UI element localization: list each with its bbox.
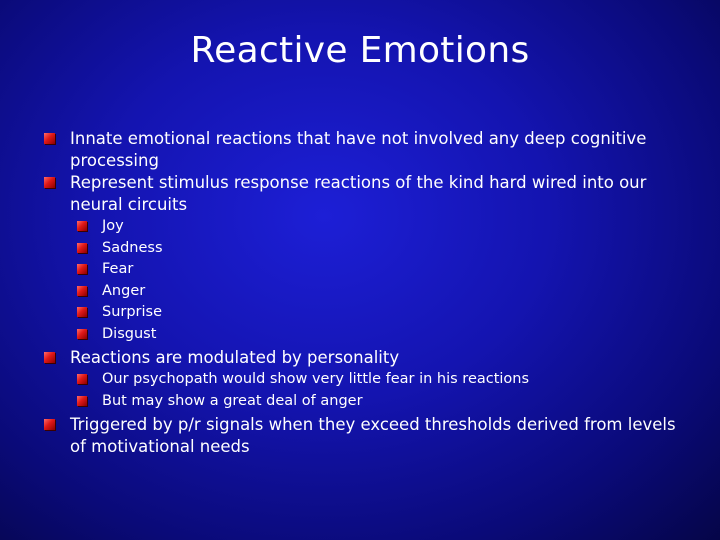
square-bullet-icon: [44, 133, 55, 144]
square-bullet-icon: [44, 419, 55, 430]
sub-bullet-item: [44, 391, 684, 413]
square-bullet-icon: [77, 374, 87, 384]
bullet-item: [44, 128, 684, 172]
square-bullet-icon: [77, 264, 87, 274]
slide-title: Reactive Emotions: [190, 30, 530, 71]
bullet-text: Represent stimulus response reactions of the kind hard wired into our neural circuits: [70, 173, 647, 214]
sub-bullet-item: [44, 238, 684, 260]
sub-bullet-item: [44, 302, 684, 324]
sub-bullet-text: Fear: [102, 261, 134, 277]
sub-bullet-text: Our psychopath would show very little fear in his reactions: [102, 371, 530, 387]
bullet-item: [44, 347, 684, 369]
bullet-item: [44, 414, 684, 458]
square-bullet-icon: [44, 352, 55, 363]
sub-bullet-item: [44, 259, 684, 281]
bullet-text: Reactions are modulated by personality: [70, 348, 400, 367]
sub-bullet-text: Disgust: [102, 325, 157, 342]
sub-bullet-text: Anger: [102, 282, 146, 299]
sub-bullet-item: [44, 324, 684, 346]
sub-bullet-text: Joy: [102, 218, 124, 234]
square-bullet-icon: [77, 243, 87, 253]
sub-bullet-text: But may show a great deal of anger: [102, 392, 363, 409]
sub-bullet-item: [44, 216, 684, 238]
bullet-text: Triggered by p/r signals when they exceed thresholds derived from levels of motivational needs: [70, 415, 676, 456]
square-bullet-icon: [77, 307, 87, 317]
square-bullet-icon: [77, 396, 87, 406]
square-bullet-icon: [77, 286, 87, 296]
bullet-text: Innate emotional reactions that have not involved any deep cognitive processing: [70, 129, 647, 170]
bullet-item: [44, 172, 684, 216]
square-bullet-icon: [44, 177, 55, 188]
sub-bullet-item: [44, 369, 684, 391]
square-bullet-icon: [77, 221, 87, 231]
sub-bullet-text: Surprise: [102, 304, 163, 320]
bullet-list: [44, 128, 684, 458]
square-bullet-icon: [77, 329, 87, 339]
sub-bullet-item: [44, 281, 684, 303]
sub-bullet-text: Sadness: [102, 239, 163, 256]
